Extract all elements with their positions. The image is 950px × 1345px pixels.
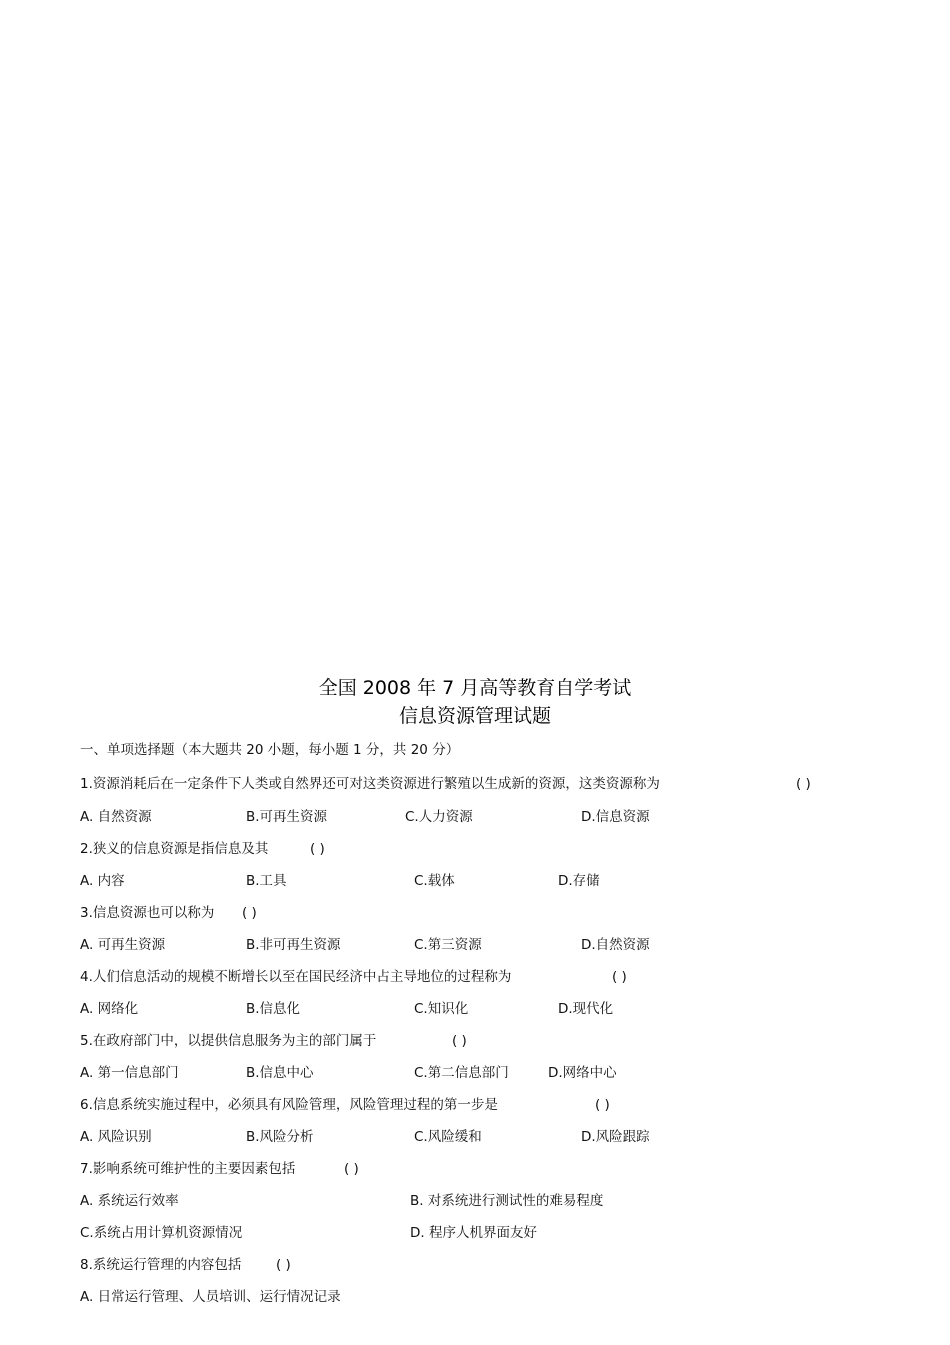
question-4-option-d: D.现代化: [558, 1001, 614, 1017]
question-4-option-a: A. 网络化: [80, 1001, 139, 1017]
question-6-option-c: C.风险缓和: [414, 1129, 482, 1145]
question-2-option-a: A. 内容: [80, 873, 125, 889]
question-3-option-d: D.自然资源: [581, 937, 650, 953]
question-1-option-b: B.可再生资源: [246, 809, 328, 825]
question-3-option-c: C.第三资源: [414, 937, 482, 953]
question-1-stem: 1.资源消耗后在一定条件下人类或自然界还可对这类资源进行繁殖以生成新的资源，这类资源称为: [80, 776, 660, 792]
question-3-stem: 3.信息资源也可以称为: [80, 905, 215, 921]
question-5-answer-paren: ( ): [452, 1033, 467, 1049]
question-2-stem: 2.狭义的信息资源是指信息及其: [80, 841, 269, 857]
question-8-answer-paren: ( ): [276, 1257, 291, 1273]
question-4-option-b: B.信息化: [246, 1001, 301, 1017]
question-8-stem: 8.系统运行管理的内容包括: [80, 1257, 242, 1273]
question-4-option-c: C.知识化: [414, 1001, 469, 1017]
question-7-option-d: D. 程序人机界面友好: [410, 1225, 537, 1241]
question-6-option-a: A. 风险识别: [80, 1129, 152, 1145]
question-7-option-a: A. 系统运行效率: [80, 1193, 179, 1209]
question-7-stem: 7.影响系统可维护性的主要因素包括: [80, 1161, 296, 1177]
question-1-option-a: A. 自然资源: [80, 809, 152, 825]
question-7-option-c: C.系统占用计算机资源情况: [80, 1225, 243, 1241]
exam-subtitle: 信息资源管理试题: [398, 705, 551, 727]
question-4-answer-paren: ( ): [612, 969, 627, 985]
question-3-option-b: B.非可再生资源: [246, 937, 341, 953]
question-1-answer-paren: ( ): [796, 776, 811, 792]
exam-title: 全国 2008 年 7 月高等教育自学考试: [318, 677, 632, 699]
question-5-option-a: A. 第一信息部门: [80, 1065, 179, 1081]
question-3-answer-paren: ( ): [242, 905, 257, 921]
question-6-option-b: B.风险分析: [246, 1129, 314, 1145]
question-7-option-b: B. 对系统进行测试性的难易程度: [410, 1193, 604, 1209]
question-2-option-d: D.存储: [558, 873, 600, 889]
question-6-option-d: D.风险跟踪: [581, 1129, 650, 1145]
question-6-answer-paren: ( ): [595, 1097, 610, 1113]
question-7-answer-paren: ( ): [344, 1161, 359, 1177]
question-5-option-d: D.网络中心: [548, 1065, 617, 1081]
question-2-answer-paren: ( ): [310, 841, 325, 857]
question-5-option-b: B.信息中心: [246, 1065, 314, 1081]
question-1-option-c: C.人力资源: [405, 809, 473, 825]
question-5-option-c: C.第二信息部门: [414, 1065, 509, 1081]
question-5-stem: 5.在政府部门中，以提供信息服务为主的部门属于: [80, 1033, 377, 1049]
question-4-stem: 4.人们信息活动的规模不断增长以至在国民经济中占主导地位的过程称为: [80, 969, 512, 985]
question-8-option-a: A. 日常运行管理、人员培训、运行情况记录: [80, 1289, 341, 1305]
section-header: 一、单项选择题（本大题共 20 小题，每小题 1 分，共 20 分）: [80, 742, 460, 758]
question-3-option-a: A. 可再生资源: [80, 937, 166, 953]
question-2-option-b: B.工具: [246, 873, 287, 889]
question-1-option-d: D.信息资源: [581, 809, 650, 825]
question-2-option-c: C.载体: [414, 873, 455, 889]
question-6-stem: 6.信息系统实施过程中，必须具有风险管理，风险管理过程的第一步是: [80, 1097, 498, 1113]
